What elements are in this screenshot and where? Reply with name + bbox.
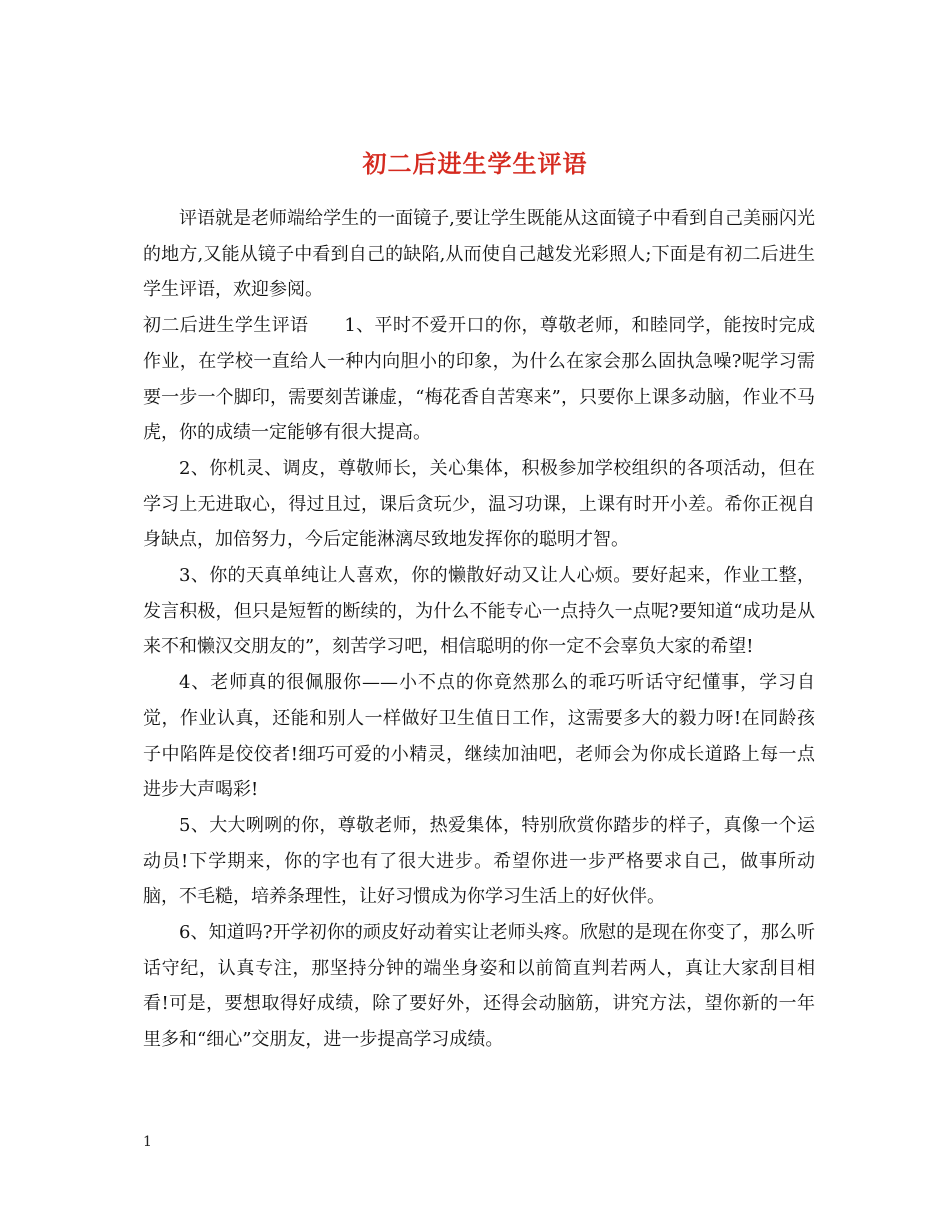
comment-paragraph-6: 6、知道吗?开学初你的顽皮好动着实让老师头疼。欣慰的是现在你变了，那么听话守纪，认真专注，那坚持分钟的端坐身姿和以前简直判若两人，真让大家刮目相看!可是，要想取得好成绩，除了要好外，还得会动脑筋，讲究方法，望你新的一年里多和“细心”交朋友，进一步提高学习成绩。 (143, 922, 815, 1051)
section-heading: 初二后进生学生评语 (143, 315, 309, 337)
page-number: 1 (143, 1134, 152, 1150)
document-body (143, 201, 815, 1058)
first-comment-paragraph (143, 308, 815, 451)
comment-paragraph-3: 3、你的天真单纯让人喜欢，你的懒散好动又让人心烦。要好起来，作业工整，发言积极，但只是短暂的断续的，为什么不能专心一点持久一点呢?要知道“成功是从来不和懒汉交朋友的”，刻苦学习吧，相信聪明的你一定不会辜负大家的希望! (143, 565, 815, 658)
intro-paragraph: 评语就是老师端给学生的一面镜子,要让学生既能从这面镜子中看到自己美丽闪光的地方,又能从镜子中看到自己的缺陷,从而使自己越发光彩照人;下面是有初二后进生学生评语，欢迎参阅。 (143, 208, 815, 301)
comment-paragraph-5: 5、大大咧咧的你，尊敬老师，热爱集体，特别欣赏你踏步的样子，真像一个运动员!下学期来，你的字也有了很大进步。希望你进一步严格要求自己，做事所动脑，不毛糙，培养条理性，让好习惯成为你学习生活上的好伙伴。 (143, 814, 815, 908)
document-title: 初二后进生学生评语 (362, 149, 588, 179)
comment-text-1: 1、平时不爱开口的你，尊敬老师，和睦同学，能按时完成作业，在学校一直给人一种内向胆小的印象，为什么在家会那么固执急噪?呢学习需要一步一个脚印，需要刻苦谦虚，“梅花香自苦寒来”，只要你上课多动脑，作业不马虎，你的成绩一定能够有很大提高。 (143, 315, 816, 444)
comment-paragraph-4: 4、老师真的很佩服你——小不点的你竟然那么的乖巧听话守纪懂事，学习自觉，作业认真，还能和别人一样做好卫生值日工作，这需要多大的毅力呀!在同龄孩子中陷阵是佼佼者!细巧可爱的小精灵，继续加油吧，老师会为你成长道路上每一点进步大声喝彩! (143, 672, 815, 801)
comment-paragraph-2: 2、你机灵、调皮，尊敬师长，关心集体，积极参加学校组织的各项活动，但在学习上无进取心，得过且过，课后贪玩少，温习功课，上课有时开小差。希你正视自身缺点，加倍努力，今后定能淋漓尽致地发挥你的聪明才智。 (143, 457, 815, 551)
